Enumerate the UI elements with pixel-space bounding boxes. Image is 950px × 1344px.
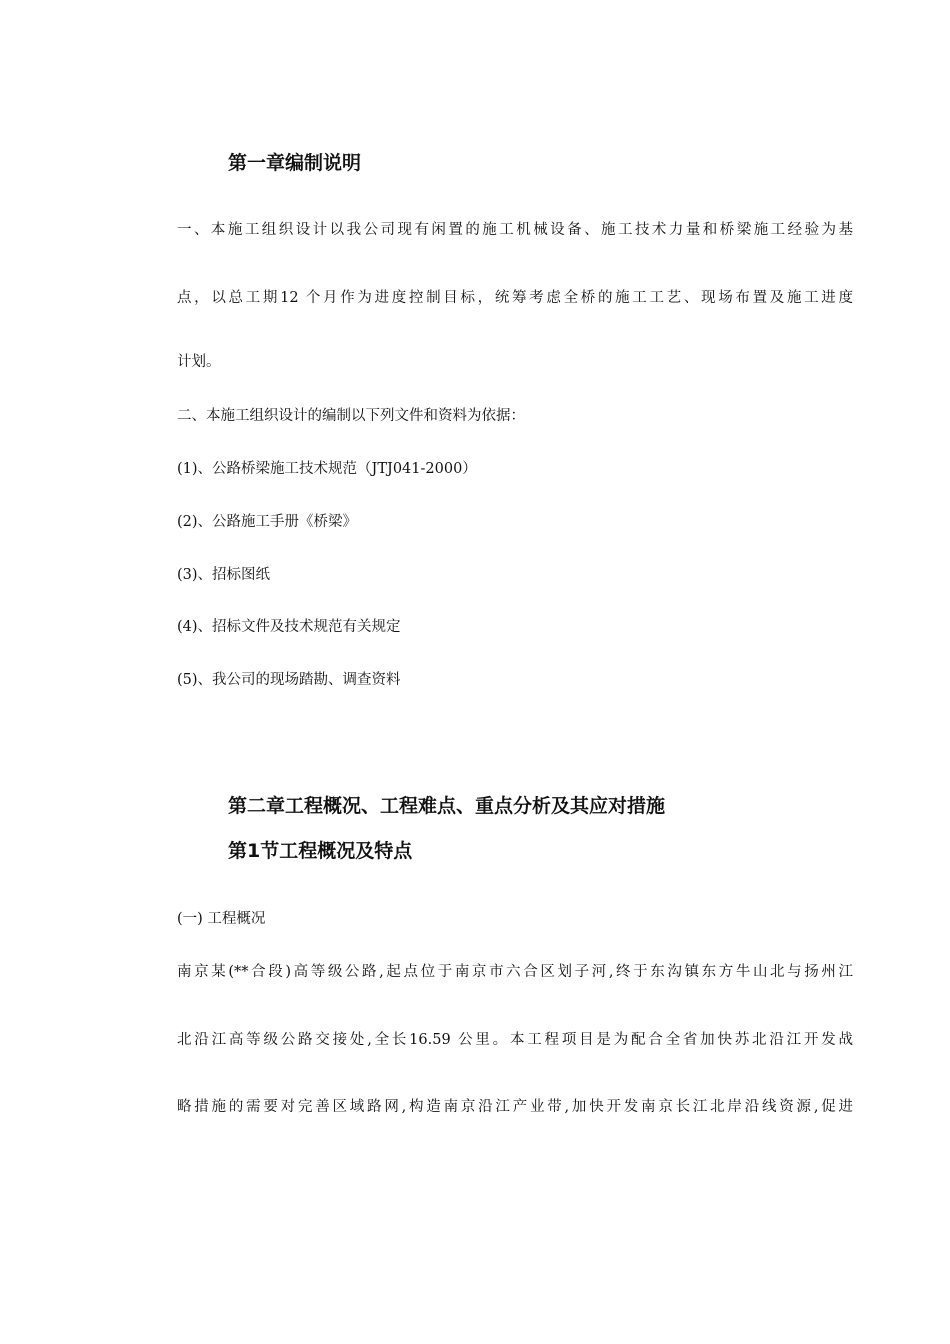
reference-item-1: (1)、公路桥梁施工技术规范（JTJ041-2000） [177,461,477,477]
reference-item-3: (3)、招标图纸 [177,567,271,583]
chapter1-para1-line2: 点，以总工期12 个月作为进度控制目标，统筹考虑全桥的施工工艺、现场布置及施工进度 [177,290,853,306]
chapter1-para1-line1: 一、本施工组织设计以我公司现有闲置的施工机械设备、施工技术力量和桥梁施工经验为基 [177,222,853,238]
chapter2-body-line3: 略措施的需要对完善区域路网,构造南京沿江产业带,加快开发南京长江北岸沿线资源,促进 [177,1099,853,1115]
section1-title: 第1节工程概况及特点 [228,840,413,862]
chapter1-title: 第一章编制说明 [228,152,362,174]
reference-item-4: (4)、招标文件及技术规范有关规定 [177,619,401,635]
chapter2-body-line2: 北沿江高等级公路交接处,全长16.59 公里。本工程项目是为配合全省加快苏北沿江开发战 [177,1032,853,1048]
reference-item-2: (2)、公路施工手册《桥梁》 [177,514,358,530]
reference-item-5: (5)、我公司的现场踏勘、调查资料 [177,672,401,688]
chapter2-body-line1: 南京某(**合段)高等级公路,起点位于南京市六合区划子河,终于东沟镇东方牛山北与扬州江 [177,964,853,980]
chapter1-para1-line3: 计划。 [177,354,221,370]
chapter1-para2: 二、本施工组织设计的编制以下列文件和资料为依据： [177,408,525,424]
subsection-title: (一) 工程概况 [177,911,266,927]
chapter2-title: 第二章工程概况、工程难点、重点分析及其应对措施 [228,795,666,817]
